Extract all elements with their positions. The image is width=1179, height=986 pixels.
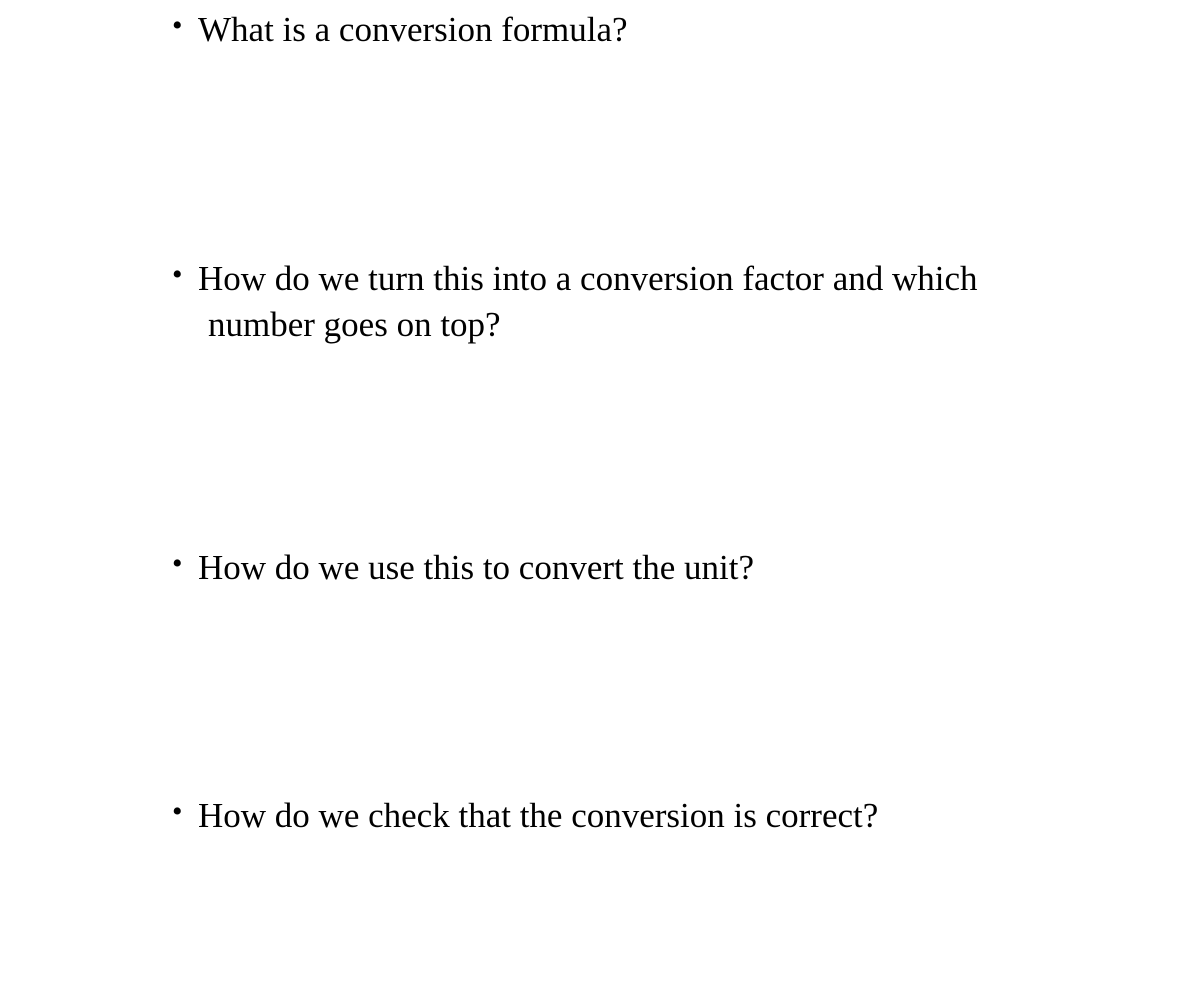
question-text: How do we check that the conversion is correct? [198, 796, 879, 835]
question-item-2 [172, 256, 992, 348]
question-text: How do we use this to convert the unit? [198, 548, 755, 587]
question-text-line-2: number goes on top? [208, 305, 501, 344]
bullet-icon: • [172, 795, 183, 828]
question-item-3 [172, 545, 992, 591]
question-item-4 [172, 793, 992, 839]
bullet-icon: • [172, 9, 183, 42]
question-text-line-1: How do we turn this into a conversion factor and which [198, 259, 978, 298]
bullet-icon: • [172, 258, 183, 291]
question-item-1 [172, 7, 992, 53]
bullet-icon: • [172, 547, 183, 580]
question-text: What is a conversion formula? [198, 10, 628, 49]
question-text [198, 256, 988, 348]
